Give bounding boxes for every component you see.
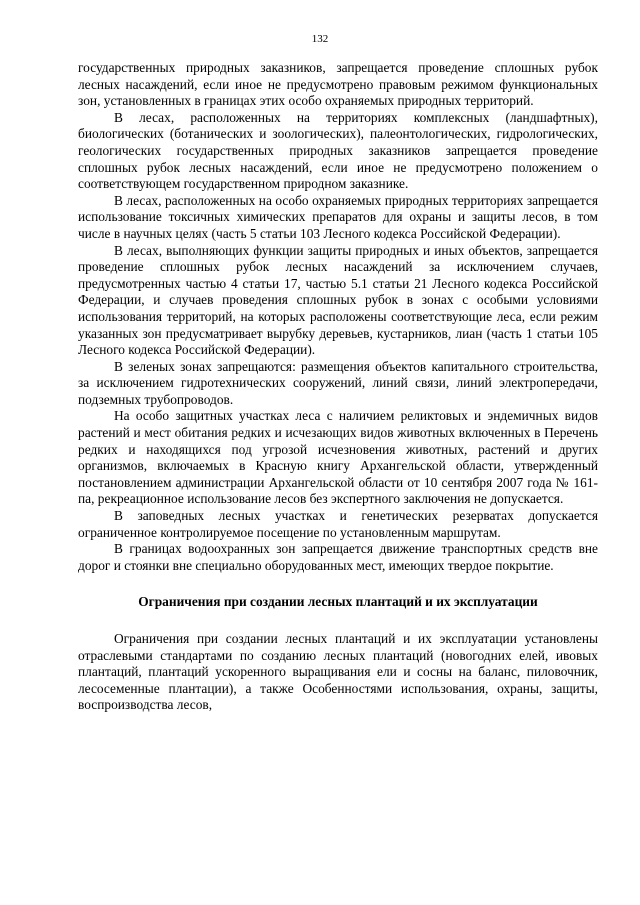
paragraph-water-protection-zones: В границах водоохранных зон запрещается движение транспортных средств вне дорог и стоянки вне специально оборудованных мест, имеющих твердое покрытие. [78, 541, 598, 573]
paragraph-genetic-reserves: В заповедных лесных участках и генетических резерватах допускается ограниченное контролируемое посещение по установленным маршрутам. [78, 508, 598, 540]
paragraph-green-zones: В зеленых зонах запрещаются: размещения объектов капитального строительства, за исключением гидротехнических сооружений, линий связи, линий электропередачи, подземных трубопроводов. [78, 358, 598, 407]
paragraph-complex-reserves: В лесах, расположенных на территориях комплексных (ландшафтных), биологических (ботанических и зоологических), палеонтологических, гидрологических, геологических государственных природных заказников запрещается проведение сплошных рубок лесных насаждений, если иное не предусмотрено положением о соответствующем государственном природном заказнике. [78, 109, 598, 192]
paragraph-protected-territories: В лесах, расположенных на особо охраняемых природных территориях запрещается использование токсичных химических препаратов для охраны и защиты лесов, в том числе в научных целях (часть 5 статьи 103 Лесного кодекса Российской Федерации). [78, 192, 598, 241]
paragraph-continuation: государственных природных заказников, запрещается проведение сплошных рубок лесных насаждений, если иное не предусмотрено правовым режимом функциональных зон, установленных в границах этих особо охраняемых природных территорий. [78, 60, 598, 109]
page-number: 132 [311, 33, 329, 45]
paragraph-protective-forests: В лесах, выполняющих функции защиты природных и иных объектов, запрещается проведение сплошных рубок лесных насаждений за исключением случаев, предусмотренных частью 4 статьи 17, частью 5.1 статьи 21 Лесного кодекса Российской Федерации, и случаев проведения сплошных рубок в зонах с особыми условиями использования территорий, на которых расположены соответствующие леса, если режим указанных зон предусматривает вырубку деревьев, кустарников, лиан (часть 1 статьи 105 Лесного кодекса Российской Федерации). [78, 242, 598, 358]
section-heading: Ограничения при создании лесных плантаций и их эксплуатации [138, 594, 538, 610]
document-body [78, 60, 598, 714]
paragraph-plantation-restrictions: Ограничения при создании лесных плантаций и их эксплуатации установлены отраслевыми стандартами по созданию лесных плантаций (новогодних елей, ивовых плантаций, плантаций ускоренного выращивания ели и сосны на баланс, пиловочник, лесосеменные плантации), а также Особенностями использования, охраны, защиты, воспроизводства лесов, [78, 631, 598, 713]
paragraph-special-protective-plots: На особо защитных участках леса с наличием реликтовых и эндемичных видов растений и мест обитания редких и исчезающих видов животных включенных в Перечень редких и находящихся под угрозой исчезновения животных, растений и других организмов, включаемых в Красную книгу Архангельской области, утвержденный постановлением администрации Архангельской области от 10 сентября 2007 года № 161-па, рекреационное использование лесов без экспертного заключения не допускается. [78, 408, 598, 507]
